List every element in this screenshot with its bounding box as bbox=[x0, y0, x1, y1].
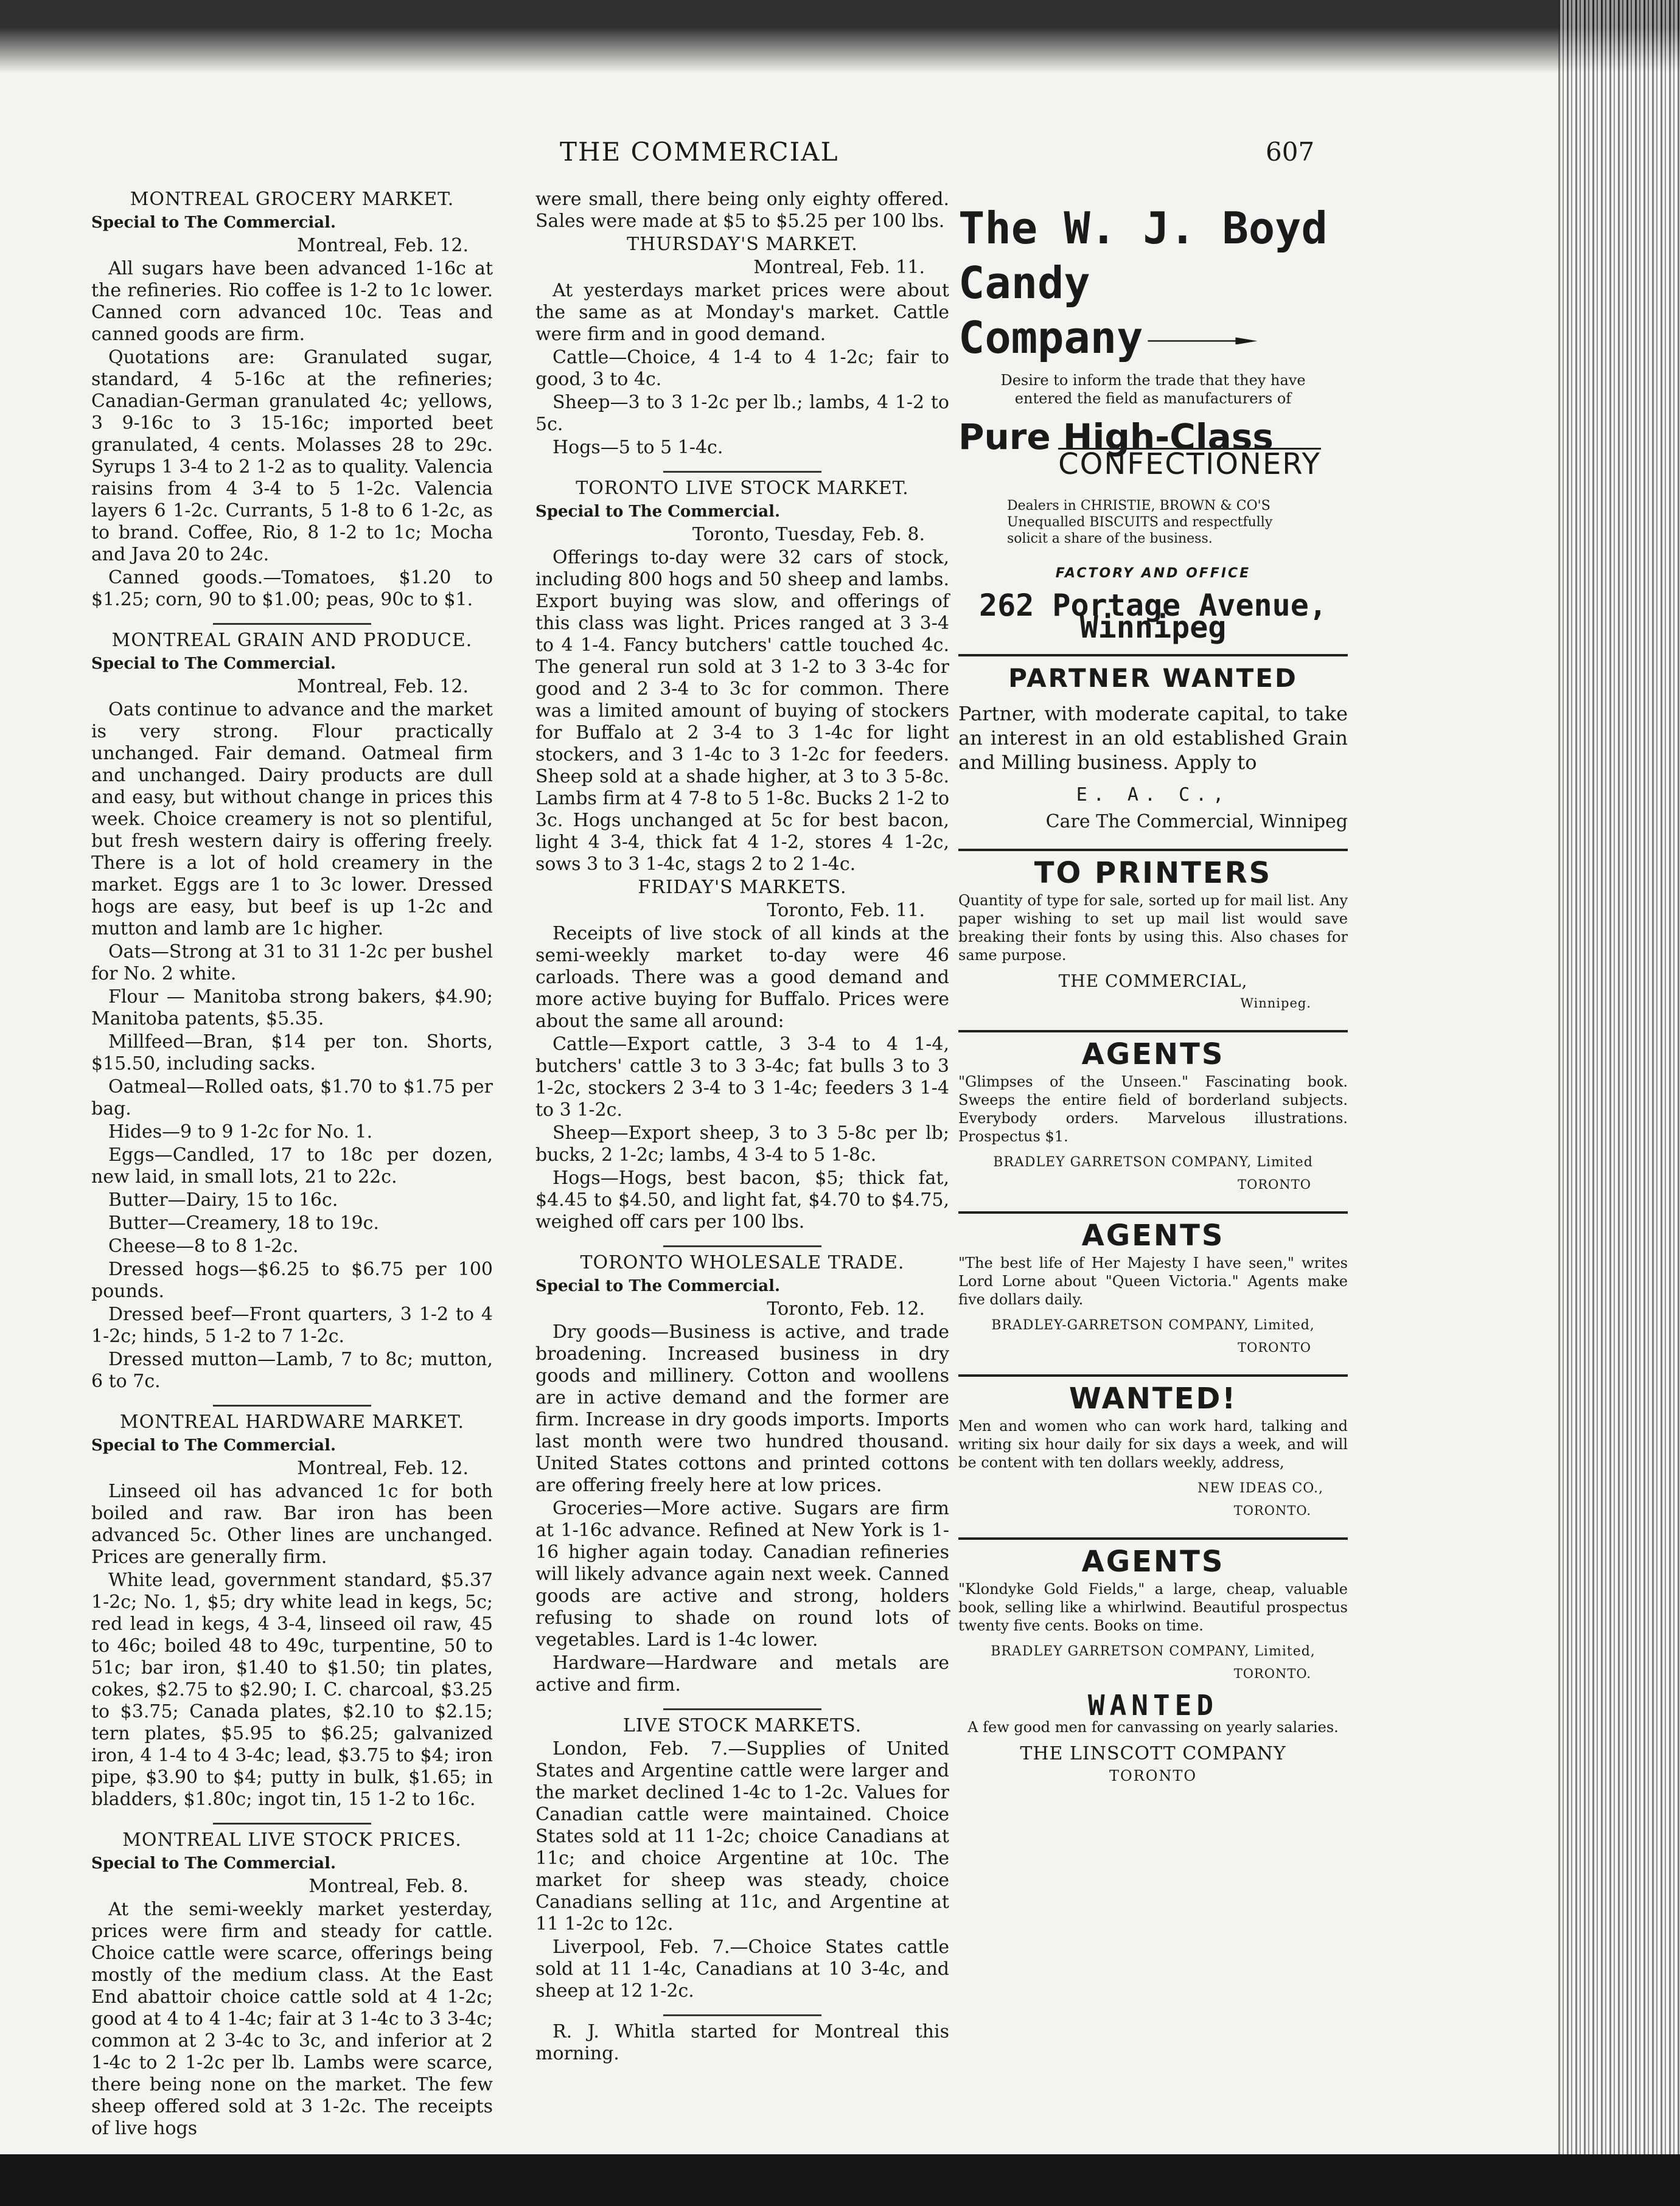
boyd-candy-ad bbox=[958, 201, 1348, 645]
ad-heading: WANTED bbox=[1087, 1689, 1219, 1722]
paragraph: Hogs—5 to 5 1-4c. bbox=[552, 437, 723, 458]
printers-ad bbox=[958, 856, 1348, 1014]
ad-heading: AGENTS bbox=[1081, 1037, 1225, 1071]
ad-heading: WANTED! bbox=[1068, 1382, 1238, 1416]
paragraph: Dressed mutton—Lamb, 7 to 8c; mutton, 6 to 7c. bbox=[91, 1349, 493, 1392]
ad-text: Men and women who can work hard, talking and writing six hour daily for six days a week, and will be content with ten dollars weekly, address, bbox=[958, 1418, 1348, 1471]
ad-headline: Pure High-Class bbox=[958, 416, 1274, 458]
ad-firm: BRADLEY GARRETSON COMPANY, Limited bbox=[993, 1155, 1313, 1170]
paragraph: Oats continue to advance and the market is very strong. Flour practically unchanged. Fair demand. Oatmeal firm and unchanged. Dairy products are dull and easy, but without change in prices this week. Choice creamery is not so plentiful, but fresh western dairy is offering freely. There is a lot of hold creamery in the market. Eggs are 1 to 3c lower. Dressed hogs are easy, but beef is up 1-2c and mutton and lamb are 1c higher. bbox=[91, 699, 493, 939]
column-2 bbox=[535, 189, 949, 2066]
ad-text: "The best life of Her Majesty I have seen," writes Lord Lorne about "Queen Victoria." Agents make five dollars daily. bbox=[958, 1254, 1348, 1308]
article-heading: MONTREAL GROCERY MARKET. bbox=[130, 189, 455, 210]
ad-city: TORONTO bbox=[1238, 1340, 1311, 1355]
ad-address: 262 Portage Avenue, Winnipeg bbox=[979, 588, 1327, 645]
dateline: Montreal, Feb. 8. bbox=[308, 1876, 469, 1897]
paragraph: Millfeed—Bran, $14 per ton. Shorts, $15.50, including sacks. bbox=[91, 1031, 493, 1074]
ad-text: Dealers in CHRISTIE, BROWN & CO'S Unequalled BISCUITS and respectfully solicit a share of the business. bbox=[1007, 498, 1273, 546]
ad-city: TORONTO bbox=[1238, 1177, 1311, 1192]
dateline: Montreal, Feb. 12. bbox=[297, 1458, 469, 1479]
ad-heading: AGENTS bbox=[1081, 1545, 1225, 1579]
divider bbox=[663, 1245, 821, 1247]
dateline: Montreal, Feb. 11. bbox=[753, 257, 925, 278]
ad-headline: CONFECTIONERY bbox=[1058, 447, 1321, 481]
divider bbox=[213, 623, 371, 625]
ad-city: Winnipeg. bbox=[1240, 996, 1311, 1011]
paragraph: Flour — Manitoba strong bakers, $4.90; Manitoba patents, $5.35. bbox=[91, 986, 493, 1029]
article-heading: MONTREAL LIVE STOCK PRICES. bbox=[122, 1829, 462, 1851]
divider bbox=[958, 1030, 1348, 1032]
special-line: Special to The Commercial. bbox=[91, 214, 336, 232]
paragraph: were small, there being only eighty offered. Sales were made at $5 to $5.25 per 100 lbs. bbox=[535, 189, 949, 232]
paragraph: White lead, government standard, $5.37 1-2c; No. 1, $5; dry white lead in kegs, 5c; red lead in kegs, 4 3-4, linseed oil raw, 45 to 46c; boiled 48 to 49c, turpentine, 50 to 51c; bar iron, $1.40 to $1.50; tin plates, cokes, $2.75 to $2.90; I. C. charcoal, $3.25 to $3.75; Canada plates, $2.10 to $2.15; tern plates, $5.95 to $6.25; galvanized iron, 4 1-4 to 4 3-4c; lead, $3.75 to $4; iron pipe, $3.90 to $4; putty in bulk, $1.65; in bladders, $1.80c; ingot tin, 15 1-2 to 16c. bbox=[91, 1570, 493, 1810]
paragraph: Oatmeal—Rolled oats, $1.70 to $1.75 per bag. bbox=[91, 1076, 493, 1119]
paragraph: Eggs—Candled, 17 to 18c per dozen, new laid, in small lots, 21 to 22c. bbox=[91, 1144, 493, 1188]
agents-ad-3 bbox=[958, 1545, 1348, 1685]
article-heading: TORONTO LIVE STOCK MARKET. bbox=[576, 478, 909, 499]
dateline: Montreal, Feb. 12. bbox=[297, 676, 469, 697]
page-number: 607 bbox=[1266, 137, 1315, 167]
partner-ad bbox=[958, 663, 1348, 833]
arrow-icon bbox=[1148, 337, 1257, 344]
special-line: Special to The Commercial. bbox=[535, 503, 781, 521]
page-title: THE COMMERCIAL bbox=[560, 137, 839, 167]
ad-heading: AGENTS bbox=[1081, 1219, 1225, 1253]
paragraph: Oats—Strong at 31 to 31 1-2c per bushel for No. 2 white. bbox=[91, 941, 493, 984]
article-heading: FRIDAY'S MARKETS. bbox=[638, 877, 847, 898]
ad-text: Partner, with moderate capital, to take an interest in an old established Grain and Milling business. Apply to bbox=[958, 702, 1348, 774]
advertisement-column bbox=[958, 201, 1348, 1787]
scan-right-edge bbox=[1558, 0, 1680, 2206]
ad-city: TORONTO. bbox=[1233, 1666, 1311, 1681]
paragraph: Liverpool, Feb. 7.—Choice States cattle sold at 11 1-4c, Canadians at 10 3-4c, and sheep at 12 1-2c. bbox=[535, 1936, 949, 2002]
article-heading: TORONTO WHOLESALE TRADE. bbox=[580, 1252, 905, 1273]
paragraph: Cheese—8 to 8 1-2c. bbox=[108, 1236, 299, 1257]
divider bbox=[958, 1211, 1348, 1214]
paragraph: Quotations are: Granulated sugar, standard, 4 5-16c at the refineries; Canadian-German granulated 4c; yellows, 3 9-16c to 3 15-16c; imported beet granulated, 4 cents. Molasses 28 to 29c. Syrups 1 3-4 to 2 1-2 as to quality. Valencia raisins from 4 3-4 to 5 1-2c. Valencia layers 6 1-2c. Currants, 5 1-8 to 6 1-2c, as to brand. Coffee, Rio, 8 1-2 to 1c; Mocha and Java 20 to 24c. bbox=[91, 347, 493, 565]
divider bbox=[958, 654, 1348, 656]
divider bbox=[958, 1374, 1348, 1377]
paragraph: Butter—Creamery, 18 to 19c. bbox=[108, 1213, 379, 1234]
paragraph: Cattle—Export cattle, 3 3-4 to 4 1-4, butchers' cattle 3 to 3 3-4c; fat bulls 3 to 3 1-2c, stockers 2 3-4 to 3 1-4c; feeders 3 1-4 to 3 1-2c. bbox=[535, 1034, 949, 1121]
ad-text: A few good men for canvassing on yearly salaries. bbox=[967, 1719, 1339, 1736]
ad-city: TORONTO. bbox=[1233, 1503, 1311, 1518]
article-heading: THURSDAY'S MARKET. bbox=[627, 234, 858, 255]
paragraph: At the semi-weekly market yesterday, prices were firm and steady for cattle. Choice cattle were scarce, offerings being mostly of the medium class. At the East End abattoir choice cattle sold at 4 1-2c; good at 4 to 4 1-4c; fair at 3 1-4c to 3 3-4c; common at 2 3-4c to 3c, and inferior at 2 1-4c to 2 1-2c per lb. Lambs were scarce, there being none on the market. The few sheep offered sold at 3 1-2c. The receipts of live hogs bbox=[91, 1899, 493, 2139]
ad-text: "Klondyke Gold Fields," a large, cheap, valuable book, selling like a whirlwind. Beautiful prospectus twenty five cents. Books on time. bbox=[958, 1581, 1348, 1634]
ad-firm: THE COMMERCIAL, bbox=[1058, 971, 1248, 991]
special-line: Special to The Commercial. bbox=[535, 1277, 781, 1295]
wanted-ad-2 bbox=[958, 1689, 1348, 1787]
ad-heading: PARTNER WANTED bbox=[1008, 663, 1298, 693]
paragraph: Receipts of live stock of all kinds at the semi-weekly market to-day were 46 carloads. There was a good demand and more active buying for Buffalo. Prices were about the same all around: bbox=[535, 923, 949, 1032]
paragraph: Offerings to-day were 32 cars of stock, including 800 hogs and 50 sheep and lambs. Export buying was slow, and offerings of this class was light. Prices ranged at 3 3-4 to 4 1-4. Fancy butchers' cattle touched 4c. The general run sold at 3 1-2 to 3 3-4c for good and 2 3-4 to 3c for common. There was a limited amount of buying of stockers for Buffalo at 2 3-4 to 3 1-4c for light stockers, and 3 1-4c to 3 1-2c for feeders. Sheep sold at a shade higher, at 3 to 3 5-8c. Lambs firm at 4 7-8 to 5 1-8c. Bucks 2 1-2 to 3c. Hogs unchanged at 5c for best bacon, light 4 3-4, thick fat 4 1-2, stores 4 1-2c, sows 3 to 3 1-4c, stags 2 to 2 1-4c. bbox=[535, 547, 949, 875]
paragraph: Dry goods—Business is active, and trade broadening. Increased business in dry goods and millinery. Cotton and woollens are in active demand and the former are firm. Increase in dry goods imports. Imports last month were two hundred thousand. United States cottons and printed cottons are offering freely here at low prices. bbox=[535, 1321, 949, 1496]
ad-label: FACTORY AND OFFICE bbox=[1055, 566, 1251, 581]
ad-firm: NEW IDEAS CO., bbox=[1197, 1481, 1323, 1496]
special-line: Special to The Commercial. bbox=[91, 655, 336, 673]
paragraph: London, Feb. 7.—Supplies of United States and Argentine cattle were larger and the market declined 1-4c to 1-2c. Values for Canadian cattle were maintained. Choice States sold at 11 1-2c; choice Canadians at 11c; and choice Argentine at 10c. The market for sheep was steady, choice Canadians selling at 11c, and Argentine at 11 1-2c to 12c. bbox=[535, 1738, 949, 1935]
scan-bottom-edge bbox=[0, 2154, 1680, 2206]
article-heading: MONTREAL GRAIN AND PRODUCE. bbox=[111, 630, 473, 651]
divider bbox=[213, 1823, 371, 1825]
paragraph: Hides—9 to 9 1-2c for No. 1. bbox=[108, 1121, 373, 1143]
paragraph: Hardware—Hardware and metals are active and firm. bbox=[535, 1652, 949, 1696]
paragraph: Cattle—Choice, 4 1-4 to 4 1-2c; fair to good, 3 to 4c. bbox=[535, 347, 949, 390]
ad-city: TORONTO bbox=[1109, 1767, 1197, 1784]
divider bbox=[958, 1537, 1348, 1540]
paragraph: Sheep—3 to 3 1-2c per lb.; lambs, 4 1-2 to 5c. bbox=[535, 392, 949, 435]
ad-firm: THE LINSCOTT COMPANY bbox=[1020, 1743, 1286, 1764]
ad-text: "Glimpses of the Unseen." Fascinating book. Sweeps the entire field of borderland subjects. Everybody orders. Marvelous illustrations. Prospectus $1. bbox=[958, 1073, 1348, 1145]
paragraph: Hogs—Hogs, best bacon, $5; thick fat, $4.45 to $4.50, and light fat, $4.70 to $4.75, weighed off cars per 100 lbs. bbox=[535, 1167, 949, 1233]
ad-initials: E. A. C., bbox=[1076, 784, 1230, 806]
paragraph: Butter—Dairy, 15 to 16c. bbox=[108, 1189, 338, 1211]
divider bbox=[958, 849, 1348, 851]
agents-ad-1 bbox=[958, 1037, 1348, 1195]
ad-title-line: Company bbox=[958, 312, 1143, 363]
article-heading: LIVE STOCK MARKETS. bbox=[622, 1715, 862, 1736]
special-line: Special to The Commercial. bbox=[91, 1854, 336, 1873]
paragraph: All sugars have been advanced 1-16c at the refineries. Rio coffee is 1-2 to 1c lower. Canned corn advanced 10c. Teas and canned goods are firm. bbox=[91, 258, 493, 345]
ad-address: Care The Commercial, Winnipeg bbox=[1045, 811, 1348, 832]
dateline: Toronto, Feb. 11. bbox=[767, 900, 925, 921]
paragraph: Dressed beef—Front quarters, 3 1-2 to 4 1-2c; hinds, 5 1-2 to 7 1-2c. bbox=[91, 1304, 493, 1347]
ad-text: Desire to inform the trade that they have entered the field as manufacturers of bbox=[1000, 372, 1306, 407]
paragraph: Groceries—More active. Sugars are firm at 1-16c advance. Refined at New York is 1-16 higher again today. Canadian refineries will likely advance again next week. Canned goods are active and strong, holders refusing to shade on round lots of vegetables. Lard is 1-4c lower. bbox=[535, 1498, 949, 1651]
divider bbox=[663, 471, 821, 473]
agents-ad-2 bbox=[958, 1219, 1348, 1359]
divider bbox=[663, 1708, 821, 1710]
column-1 bbox=[91, 189, 493, 2141]
paragraph: At yesterdays market prices were about the same as at Monday's market. Cattle were firm and in good demand. bbox=[535, 280, 949, 345]
paragraph: Canned goods.—Tomatoes, $1.20 to $1.25; corn, 90 to $1.00; peas, 90c to $1. bbox=[91, 567, 493, 610]
ad-firm: BRADLEY GARRETSON COMPANY, Limited, bbox=[991, 1644, 1316, 1659]
paragraph: Linseed oil has advanced 1c for both boiled and raw. Bar iron has been advanced 5c. Other lines are unchanged. Prices are generally firm. bbox=[91, 1481, 493, 1568]
dateline: Toronto, Tuesday, Feb. 8. bbox=[692, 524, 925, 545]
divider bbox=[663, 2014, 821, 2016]
paragraph: R. J. Whitla started for Montreal this morning. bbox=[535, 2021, 949, 2064]
special-line: Special to The Commercial. bbox=[91, 1436, 336, 1455]
ad-firm: BRADLEY-GARRETSON COMPANY, Limited, bbox=[991, 1318, 1315, 1333]
ad-text: Quantity of type for sale, sorted up for mail list. Any paper wishing to set up mail list would save breaking their fonts by using this. Also chases for same purpose. bbox=[958, 892, 1348, 964]
wanted-ad-1 bbox=[958, 1382, 1348, 1522]
scan-top-edge bbox=[0, 0, 1680, 73]
paragraph: Sheep—Export sheep, 3 to 3 5-8c per lb; bucks, 2 1-2c; lambs, 4 3-4 to 5 1-8c. bbox=[535, 1122, 949, 1166]
ad-heading: TO PRINTERS bbox=[1034, 856, 1272, 890]
dateline: Montreal, Feb. 12. bbox=[297, 235, 469, 256]
paragraph: Dressed hogs—$6.25 to $6.75 per 100 pounds. bbox=[91, 1259, 493, 1302]
ad-company-name bbox=[958, 201, 1348, 365]
article-heading: MONTREAL HARDWARE MARKET. bbox=[119, 1411, 465, 1433]
dateline: Toronto, Feb. 12. bbox=[767, 1298, 925, 1320]
divider bbox=[213, 1405, 371, 1407]
ad-title-line: The W. J. Boyd Candy bbox=[958, 203, 1328, 308]
